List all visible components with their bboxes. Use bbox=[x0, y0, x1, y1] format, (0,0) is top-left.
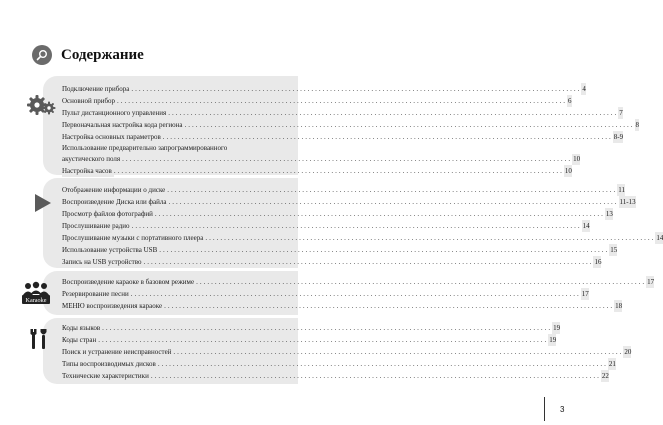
toc-entry-label: Запись на USB устройство bbox=[62, 258, 142, 266]
toc-entry-label: Поиск и устранение неисправностей bbox=[62, 348, 172, 356]
toc-entry-label: Основной прибор bbox=[62, 97, 116, 105]
toc-entry[interactable] bbox=[62, 322, 561, 334]
toc-entry[interactable] bbox=[62, 107, 623, 119]
toc-entry[interactable] bbox=[62, 244, 618, 256]
dot-leader: ........................................................................................................................ bbox=[168, 198, 619, 206]
toc-entry-label: Отображение информации о диске bbox=[62, 186, 166, 194]
toc-page-number: 15 bbox=[610, 246, 618, 254]
search-icon bbox=[32, 45, 52, 65]
toc-entry[interactable] bbox=[62, 334, 557, 346]
toc-page-number: 8-9 bbox=[613, 133, 624, 141]
toc-entry-label: Пульт дистанционного управления bbox=[62, 109, 167, 117]
toc-page-number: 19 bbox=[553, 324, 561, 332]
toc-entry-label-continued: акустического поля bbox=[62, 155, 121, 163]
toc-page-number: 4 bbox=[582, 85, 586, 93]
toc-entry[interactable] bbox=[62, 119, 640, 131]
play-icon bbox=[34, 193, 52, 213]
toc-entry-label: Прослушивание музыки с портативного плеера bbox=[62, 234, 204, 242]
toc-entry-label: Использование предварительно запрограммированного bbox=[62, 144, 228, 152]
toc-entry[interactable] bbox=[62, 131, 624, 143]
toc-page-number: 14 bbox=[582, 222, 590, 230]
toc-page-number: 18 bbox=[615, 302, 623, 310]
dot-leader: ........................................................................................................................ bbox=[150, 372, 601, 380]
toc-page-number: 8 bbox=[635, 121, 640, 129]
tools-icon bbox=[30, 328, 48, 350]
toc-group-playback bbox=[62, 184, 663, 268]
dot-leader: ........................................................................................................................ bbox=[98, 336, 549, 344]
toc-entry-label: Коды стран bbox=[62, 336, 97, 344]
toc-entry[interactable] bbox=[62, 288, 589, 300]
dot-leader: ........................................................................................................................ bbox=[157, 360, 608, 368]
toc-entry-label: Технические характеристики bbox=[62, 372, 149, 380]
karaoke-icon bbox=[22, 281, 50, 305]
toc-entry[interactable] bbox=[62, 220, 590, 232]
toc-page-number: 21 bbox=[608, 360, 616, 368]
toc-entry[interactable] bbox=[62, 95, 572, 107]
toc-group-reference bbox=[62, 322, 632, 382]
dot-leader: ........................................................................................................................ bbox=[159, 246, 610, 254]
toc-entry[interactable] bbox=[62, 83, 586, 95]
toc-page-number: 6 bbox=[568, 97, 572, 105]
dot-leader: ........................................................................................................................ bbox=[122, 155, 573, 163]
toc-entry-label: МЕНЮ воспроизведения караоке bbox=[62, 302, 163, 310]
toc-entry[interactable] bbox=[62, 143, 581, 165]
toc-page-number: 22 bbox=[601, 372, 609, 380]
toc-entry-label: Воспроизведение Диска или файла bbox=[62, 198, 167, 206]
toc-page-number: 10 bbox=[573, 155, 581, 163]
page-divider bbox=[544, 397, 545, 421]
toc-page-number: 13 bbox=[605, 210, 613, 218]
gear-icon bbox=[26, 91, 56, 117]
dot-leader: ........................................................................................................................ bbox=[167, 186, 618, 194]
toc-entry-label: Прослушивание радио bbox=[62, 222, 130, 230]
dot-leader: ........................................................................................................................ bbox=[164, 302, 615, 310]
toc-page-number: 11 bbox=[618, 186, 626, 194]
page-number: 3 bbox=[560, 405, 565, 414]
toc-group-karaoke bbox=[62, 276, 655, 312]
dot-leader: ........................................................................................................................ bbox=[162, 133, 613, 141]
dot-leader: ........................................................................................................................ bbox=[168, 109, 619, 117]
toc-entry[interactable] bbox=[62, 184, 626, 196]
toc-entry-label: Коды языков bbox=[62, 324, 101, 332]
toc-entry-label: Резервирование песни bbox=[62, 290, 129, 298]
toc-entry[interactable] bbox=[62, 358, 616, 370]
toc-entry[interactable] bbox=[62, 300, 623, 312]
toc-entry-label: Первоначальная настройка кода региона bbox=[62, 121, 183, 129]
dot-leader: ........................................................................................................................ bbox=[117, 97, 568, 105]
dot-leader: ........................................................................................................................ bbox=[173, 348, 624, 356]
dot-leader: ........................................................................................................................ bbox=[205, 234, 656, 242]
toc-page-number: 17 bbox=[647, 278, 655, 286]
toc-entry[interactable] bbox=[62, 165, 572, 177]
toc-page-number: 10 bbox=[564, 167, 572, 175]
toc-page-number: 17 bbox=[581, 290, 589, 298]
dot-leader: ........................................................................................................................ bbox=[143, 258, 594, 266]
dot-leader: ........................................................................................................................ bbox=[113, 167, 564, 175]
toc-entry[interactable] bbox=[62, 208, 613, 220]
dot-leader: ........................................................................................................................ bbox=[131, 85, 582, 93]
toc-entry-label: Воспроизведение караоке в базовом режиме bbox=[62, 278, 195, 286]
toc-page-number: 14 bbox=[656, 234, 663, 242]
toc-entry-label: Типы воспроизводимых дисков bbox=[62, 360, 156, 368]
toc-entry[interactable] bbox=[62, 276, 655, 288]
page-title: Содержание bbox=[61, 46, 144, 63]
dot-leader: ........................................................................................................................ bbox=[131, 222, 582, 230]
toc-page-number: 20 bbox=[624, 348, 632, 356]
toc-page-number: 19 bbox=[549, 336, 557, 344]
toc-page-number: 11-13 bbox=[619, 198, 636, 206]
toc-entry[interactable] bbox=[62, 346, 632, 358]
toc-page-number: 16 bbox=[594, 258, 602, 266]
dot-leader: ........................................................................................................................ bbox=[184, 121, 635, 129]
toc-entry[interactable] bbox=[62, 370, 609, 382]
toc-entry[interactable] bbox=[62, 196, 636, 208]
dot-leader: ........................................................................................................................ bbox=[196, 278, 647, 286]
toc-entry[interactable] bbox=[62, 256, 602, 268]
toc-group-setup bbox=[62, 83, 640, 177]
dot-leader: ........................................................................................................................ bbox=[130, 290, 581, 298]
toc-page-number: 7 bbox=[619, 109, 623, 117]
toc-entry-label: Настройка основных параметров bbox=[62, 133, 161, 141]
toc-entry-label: Использование устройства USB bbox=[62, 246, 158, 254]
toc-entry[interactable] bbox=[62, 232, 663, 244]
dot-leader: ........................................................................................................................ bbox=[102, 324, 553, 332]
toc-entry-label: Настройка часов bbox=[62, 167, 112, 175]
contents-header bbox=[32, 45, 144, 65]
karaoke-badge-text: Karaoke bbox=[25, 297, 47, 304]
dot-leader: ........................................................................................................................ bbox=[154, 210, 605, 218]
toc-entry-label: Подключение прибора bbox=[62, 85, 130, 93]
toc-entry-label: Просмотр файлов фотографий bbox=[62, 210, 153, 218]
